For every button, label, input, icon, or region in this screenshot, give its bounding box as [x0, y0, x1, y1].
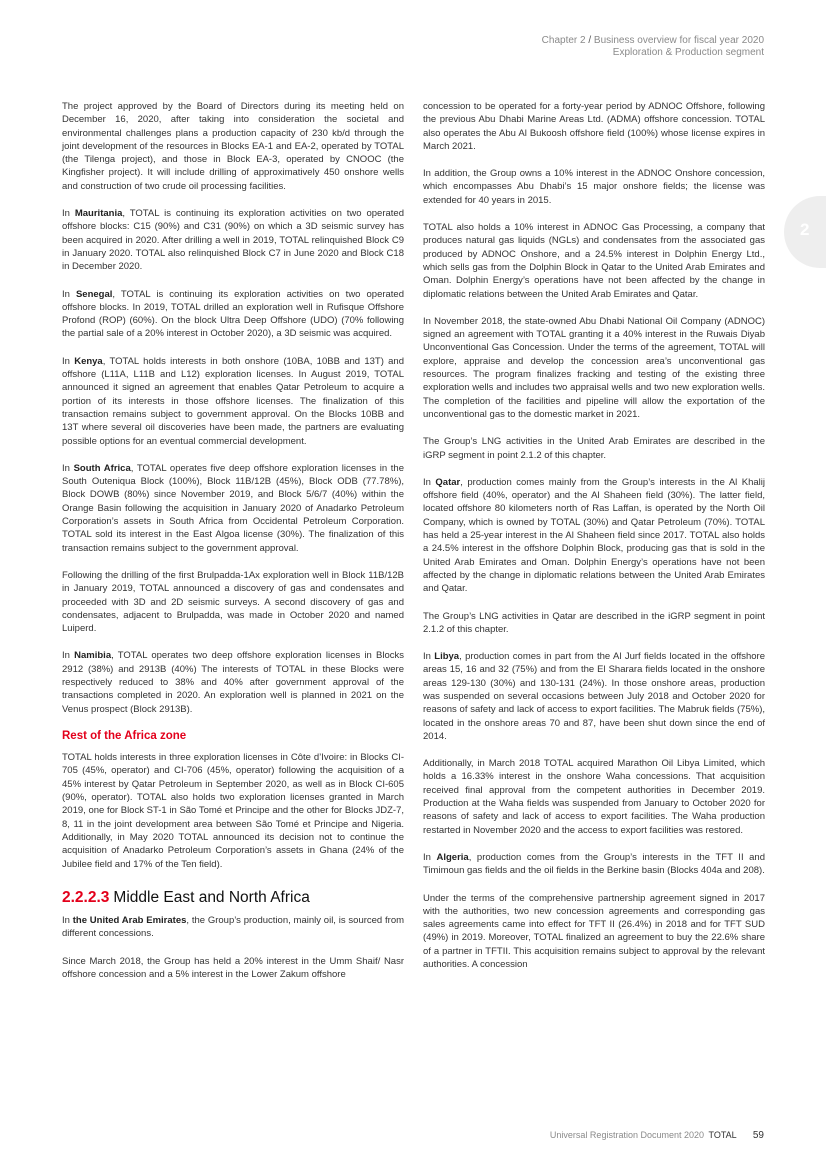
- chapter-tab-number: 2: [800, 220, 810, 239]
- right-column: [423, 100, 765, 985]
- country-name: Kenya: [74, 355, 103, 367]
- paragraph: In Qatar, production comes mainly from the Group’s interests in the Al Khalij offshore field (40%, operator) and the Al Shaheen field (30%). The latter field, located offshore 80 kilometers north of Ras Laffan, is operated by the North Oil Company, which is owned by TOTAL (30%) and Qatar Petroleum (70%). TOTAL has held a 25-year interest in the Al Shaheen field since 2017. TOTAL also holds a 24.5% interest in the offshore Dolphin Block, producing gas that is sold in the United Arab Emirates and Oman. Dolphin Energy’s operations have not been affected by the change in diplomatic relations between the United Arab Emirates and Qatar.: [423, 476, 766, 595]
- chapter-tab: [784, 196, 826, 268]
- left-column: [62, 100, 404, 995]
- paragraph: Under the terms of the comprehensive partnership agreement signed in 2017 with the authorities, two new concession agreements and corresponding gas sales agreements came into effect for TFT II (26.4%) in 2018 and for TFT SUD (49%) in 2019. Moreover, TOTAL finalized an agreement to buy the 22.6% share of a partner in TFTII. This acquisition remains subject to approval by the relevant authorities. A concession: [423, 892, 765, 971]
- paragraph: Since March 2018, the Group has held a 20% interest in the Umm Shaif/ Nasr offshore concession and a 5% interest in the Lower Zakum offshore: [62, 955, 404, 981]
- paragraph: The Group’s LNG activities in the United Arab Emirates are described in the iGRP segment in point 2.1.2 of this chapter.: [423, 436, 765, 461]
- paragraph: In the United Arab Emirates, the Group’s production, mainly oil, is sourced from different concessions.: [62, 915, 405, 940]
- country-name: Namibia: [74, 650, 112, 662]
- section-number: 2.2.2.3: [62, 888, 110, 906]
- page-header: [542, 35, 764, 59]
- paragraph: In Mauritania, TOTAL is continuing its exploration activities on two operated offshore blocks: C15 (90%) and C31 (90%) on which a 3D seismic survey has been acquired in 2020. After drilling a well in 2019, TOTAL relinquished Block C9 in January 2020. TOTAL also relinquished Block C7 in June 2020 and Block C18 in December 2020.: [62, 208, 404, 273]
- paragraph: In Algeria, production comes from the Group’s interests in the TFT II and Timimoun gas fields and the oil fields in the Berkine basin (Blocks 404a and 208).: [423, 851, 766, 877]
- paragraph: In Libya, production comes in part from the Al Jurf fields located in the offshore areas 15, 16 and 32 (75%) and from the El Sharara fields located in the onshore areas 129-130 (30%) and 130-131 (24%). In those onshore areas, production was suspended on several occasions between July 2018 and October 2020 for reasons of safety and lack of access to export facilities. The Mabruk fields (75%), located in the onshore areas 70 and 87, have been shut down since the end of 2014.: [423, 651, 766, 742]
- page-footer: [550, 1130, 764, 1141]
- paragraph: In Senegal, TOTAL is continuing its exploration activities on two operated offshore blocks. In 2019, TOTAL drilled an exploration well in Rufisque Offshore Profond (ROP) (60%). On the block Ultra Deep Offshore (UDO) (70% following the partial sale of a 20% interest in October 2020), a 3D seismic was acquired.: [62, 288, 405, 340]
- paragraph: In November 2018, the state-owned Abu Dhabi National Oil Company (ADNOC) signed an agreement with TOTAL granting it a 40% interest in the Ruwais Diyab Unconventional Gas Concession. Under the terms of the agreement, TOTAL will explore, appraise and develop the concession area’s unconventional gas resources. The program finalizes fracking and testing of the existing three exploration wells and includes two appraisal wells and two new exploration wells. The completion of the facilities and pipeline will allow the exportation of the unconventional gas to the domestic market in 2021.: [423, 315, 765, 420]
- paragraph: In Kenya, TOTAL holds interests in both onshore (10BA, 10BB and 13T) and offshore (L11A, L11B and L12) exploration licenses. In August 2019, TOTAL announced it signed an agreement that enables Qatar Petroleum to acquire a portion of its interests in those offshore licenses. The finalization of this transaction remains subject to government approval. On the Blocks 10BB and 13T where several oil discoveries have been made, the partners are evaluating possible options for an eventual commercial development.: [62, 355, 404, 447]
- country-name: Qatar: [435, 476, 461, 488]
- country-name: Libya: [434, 651, 460, 663]
- subsection-heading: [62, 888, 404, 906]
- country-name: Mauritania: [74, 208, 123, 220]
- country-name: South Africa: [73, 462, 131, 474]
- chapter-subtitle: Exploration & Production segment: [612, 47, 764, 58]
- brand-name: TOTAL: [708, 1130, 737, 1140]
- page-number: 59: [752, 1130, 764, 1141]
- chapter-label: Chapter 2: [541, 35, 586, 46]
- chapter-title: Business overview for fiscal year 2020: [593, 35, 764, 46]
- chapter-separator: /: [585, 35, 594, 46]
- paragraph: Following the drilling of the first Brulpadda-1Ax exploration well in Block 11B/12B in January 2019, TOTAL announced a discovery of gas and condensates and proceeded with 3D and 2D seismic surveys. A second discovery of gas and condensates, adjacent to Brulpadda, was made in October 2020 and named Luiperd.: [62, 569, 404, 635]
- paragraph: The Group’s LNG activities in Qatar are described in the iGRP segment in point 2.1.2 of this chapter.: [423, 610, 765, 635]
- paragraph: TOTAL holds interests in three exploration licenses in Côte d’Ivoire: in Blocks CI-705 (45%, operator) and CI-706 (45%, operator) following the acquisition of a 45% interest by Qatar Petroleum in September 2020, as well as in Block CI-605 (90%, operator). TOTAL also holds two exploration licenses granted in March 2019, one for Block ST-1 in São Tomé et Principe and the other for Blocks JDZ-7, 8, 11 in the joint development area between São Tomé et Principe and Nigeria. Additionally, in May 2020 TOTAL announced its decision not to continue the acquisition of Anadarko Petroleum Corporation’s assets in Ghana (24% of the Jubilee field and 17% of the Ten field).: [62, 752, 404, 870]
- section-title: Middle East and North Africa: [113, 888, 310, 906]
- paragraph: The project approved by the Board of Directors during its meeting held on December 16, 2020, after taking into consideration the societal and environmental challenges plans a production capacity of 230 kb/d through the joint development of the resources in Blocks EA-1 and EA-2, operated by TOTAL (the Tilenga project), and those in Block EA-3, operated by CNOOC (the Kingfisher project). It will include drilling of approximatively 450 onshore wells and construction of two crude oil processing facilities.: [62, 101, 404, 192]
- paragraph: concession to be operated for a forty-year period by ADNOC Offshore, following the previous Abu Dhabi Marine Areas Ltd. (ADMA) offshore concession. TOTAL also operates the Abu Al Bukoosh offshore field (100%) whose license expires in March 2021.: [423, 101, 765, 152]
- section-heading: Rest of the Africa zone: [62, 729, 187, 742]
- paragraph: In addition, the Group owns a 10% interest in the ADNOC Onshore concession, which encompasses Abu Dhabi’s 15 major onshore fields; the license was extended for 40 years in 2015.: [423, 168, 765, 206]
- country-name: Algeria: [436, 851, 469, 863]
- paragraph: TOTAL also holds a 10% interest in ADNOC Gas Processing, a company that produces natural gas liquids (NGLs) and condensates from the associated gas produced by ADNOC Onshore, and a 24.5% interest in Dolphin Energy Ltd., which sells gas from the Dolphin Block in Qatar to the United Arab Emirates and Oman. Dolphin Energy’s operations have not been affected by the change in diplomatic relations between the United Arab Emirates and Qatar.: [423, 222, 765, 300]
- document-title: Universal Registration Document 2020: [549, 1130, 704, 1140]
- country-name: Senegal: [75, 288, 113, 300]
- paragraph: Additionally, in March 2018 TOTAL acquired Marathon Oil Libya Limited, which holds a 16.33% interest in the onshore Waha concessions. That acquisition received final approval from the competent authorities in December 2019. Production at the Waha fields was suspended from January to October 2020 for reasons of safety and lack of access to export facilities. The Waha production restarted in November 2020 and the access to export facilities was restored.: [423, 758, 765, 836]
- country-name: United Arab Emirates: [89, 915, 187, 927]
- paragraph: In Namibia, TOTAL operates two deep offshore exploration licenses in Blocks 2912 (38%) and 2913B (40%) The interests of TOTAL in these Blocks were respectively reduced to 38% and 40% after government approval of the transactions completed in 2020. An exploration well is planned in 2021 on the Venus prospect (Block 2913B).: [62, 650, 405, 715]
- chapter-line: [542, 35, 764, 47]
- paragraph: In South Africa, TOTAL operates five deep offshore exploration licenses in the South Outeniqua Block (100%), Block 11B/12B (45%), Block ODB (77.78%), Block DOWB (80%) since November 2019, and Block 5/6/7 (40%) within the Orange Basin following the acquisition in January 2020 of Anadarko Petroleum Corporation’s assets in South Africa from Occidental Petroleum Corporation. TOTAL sold its interest in the East Algoa license (30%). The finalization of this transaction remains subject to the government approval.: [62, 462, 405, 554]
